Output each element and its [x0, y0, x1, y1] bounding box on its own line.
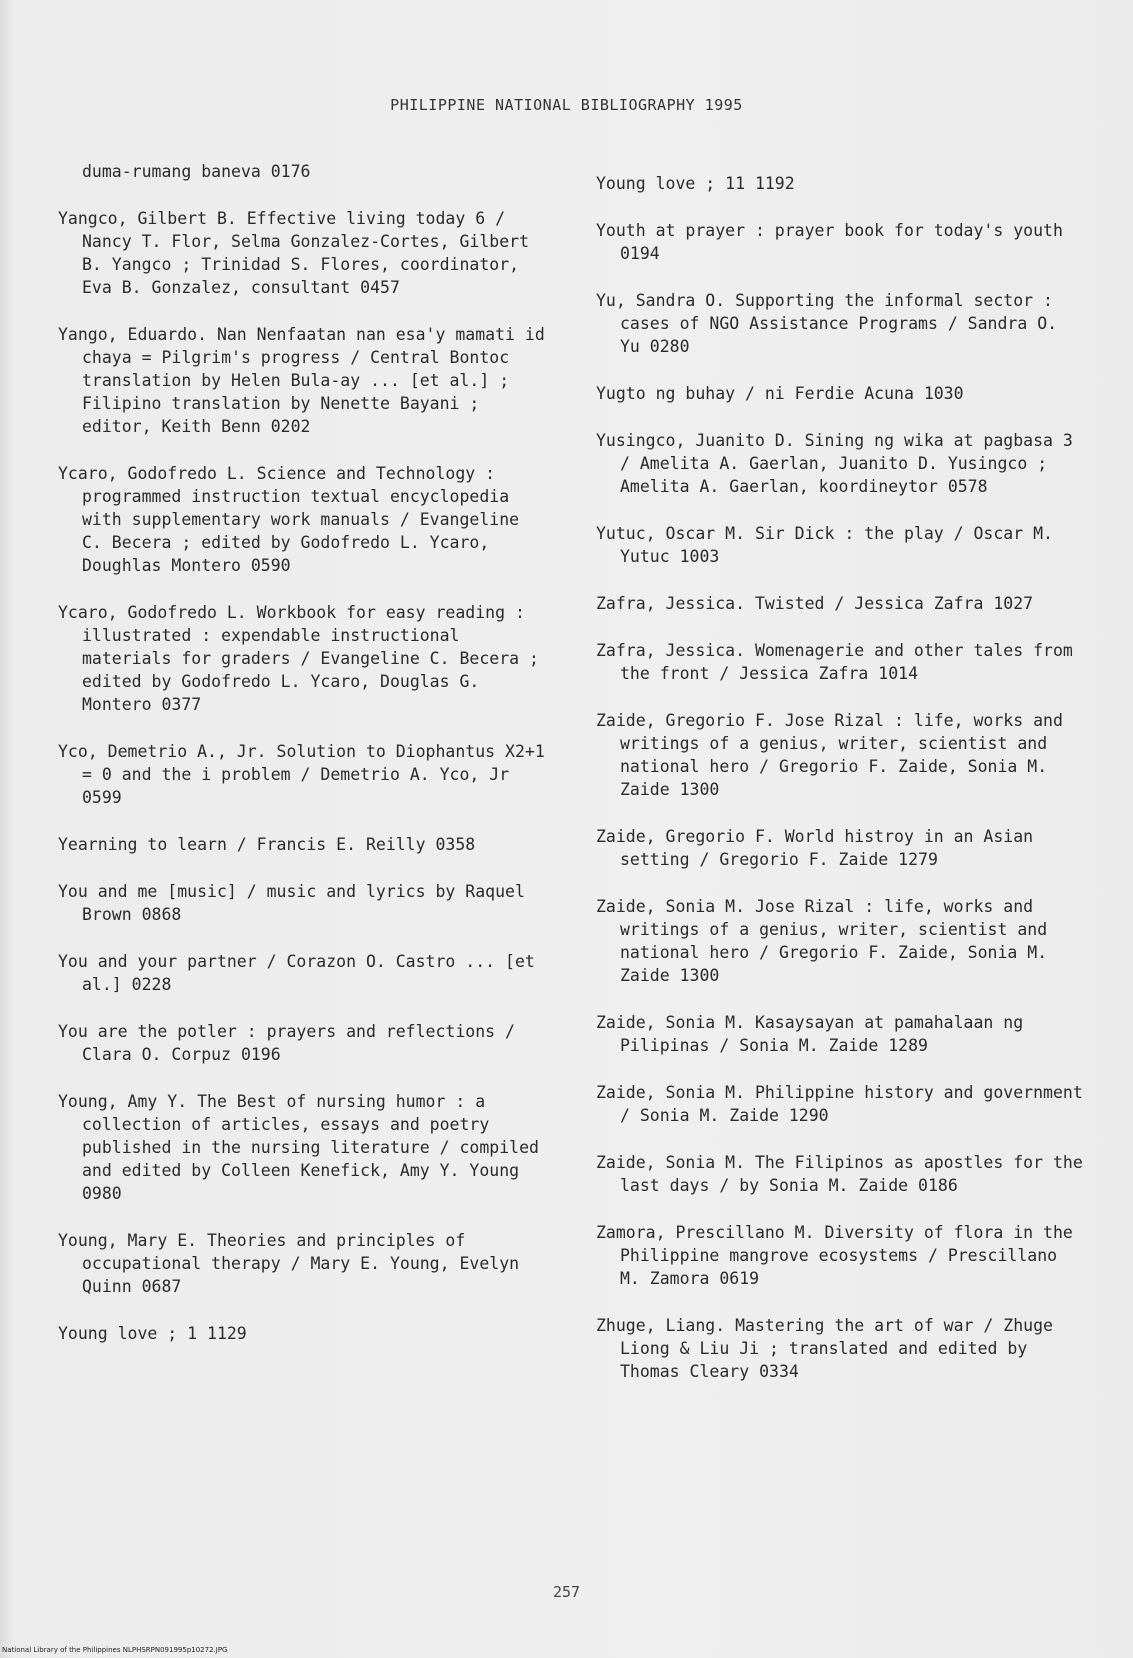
bibliography-entry: You and your partner / Corazon O. Castro ... [et al.] 0228: [58, 952, 545, 994]
bibliography-entry: Yusingco, Juanito D. Sining ng wika at pagbasa 3 / Amelita A. Gaerlan, Juanito D. Yusingco ; Amelita A. Gaerlan, koordineytor 0578: [596, 431, 1083, 496]
bibliography-entry: Yango, Eduardo. Nan Nenfaatan nan esa'y mamati id chaya = Pilgrim's progress / Central Bontoc translation by Helen Bula-ay ... [et al.] ; Filipino translation by Nenette Bayani ; editor, Keith Benn 0202: [58, 325, 555, 436]
bibliography-entry: Zafra, Jessica. Twisted / Jessica Zafra 1027: [596, 594, 1034, 613]
bibliography-entry: Yugto ng buhay / ni Ferdie Acuna 1030: [596, 384, 964, 403]
bibliography-entry: Ycaro, Godofredo L. Workbook for easy reading : illustrated : expendable instructional materials for graders / Evangeline C. Becera ; edited by Godofredo L. Ycaro, Douglas G. Montero 0377: [58, 603, 549, 714]
bibliography-entry: Yearning to learn / Francis E. Reilly 0358: [58, 835, 476, 854]
page-header: PHILIPPINE NATIONAL BIBLIOGRAPHY 1995: [390, 96, 743, 114]
scan-credit: National Library of the Philippines NLPHSRPN091995p10272.JPG: [2, 1646, 228, 1654]
continuation-entry: duma-rumang baneva 0176: [82, 162, 311, 181]
bibliography-entry: Yangco, Gilbert B. Effective living today 6 / Nancy T. Flor, Selma Gonzalez-Cortes, Gilbert B. Yangco ; Trinidad S. Flores, coordinator, Eva B. Gonzalez, consultant 0457: [58, 209, 539, 297]
bibliography-entry: Young love ; 1 1129: [58, 1324, 247, 1343]
bibliography-entry: Zhuge, Liang. Mastering the art of war / Zhuge Liong & Liu Ji ; translated and edited by Thomas Cleary 0334: [596, 1316, 1063, 1381]
bibliography-entry: Young love ; 11 1192: [596, 174, 795, 193]
left-column: [58, 160, 555, 1369]
bibliography-entry: Zaide, Sonia M. Jose Rizal : life, works and writings of a genius, writer, scientist and national hero / Gregorio F. Zaide, Sonia M. Zaide 1300: [596, 897, 1058, 985]
bibliography-entry: Young, Amy Y. The Best of nursing humor : a collection of articles, essays and poetry published in the nursing literature / compiled and edited by Colleen Kenefick, Amy Y. Young 0980: [58, 1092, 549, 1203]
bibliography-entry: Youth at prayer : prayer book for today's youth 0194: [596, 221, 1073, 263]
bibliography-entry: Yco, Demetrio A., Jr. Solution to Diophantus X2+1 = 0 and the i problem / Demetrio A. Yco, Jr 0599: [58, 742, 555, 807]
bibliography-entry: Yu, Sandra O. Supporting the informal sector : cases of NGO Assistance Programs / Sandra O. Yu 0280: [596, 291, 1068, 356]
bibliography-entry: Young, Mary E. Theories and principles of occupational therapy / Mary E. Young, Evelyn Quinn 0687: [58, 1231, 530, 1296]
bibliography-entry: Yutuc, Oscar M. Sir Dick : the play / Oscar M. Yutuc 1003: [596, 524, 1063, 566]
bibliography-entry: Zafra, Jessica. Womenagerie and other tales from the front / Jessica Zafra 1014: [596, 641, 1083, 683]
bibliography-entry: Zaide, Gregorio F. Jose Rizal : life, works and writings of a genius, writer, scientist and national hero / Gregorio F. Zaide, Sonia M. Zaide 1300: [596, 711, 1073, 799]
bibliography-entry: Zaide, Sonia M. Philippine history and government / Sonia M. Zaide 1290: [596, 1083, 1093, 1125]
bibliography-entry: Zamora, Prescillano M. Diversity of flora in the Philippine mangrove ecosystems / Prescillano M. Zamora 0619: [596, 1223, 1083, 1288]
bibliography-entry: Zaide, Gregorio F. World histroy in an Asian setting / Gregorio F. Zaide 1279: [596, 827, 1044, 869]
bibliography-entry: Ycaro, Godofredo L. Science and Technology : programmed instruction textual encyclopedia with supplementary work manuals / Evangeline C. Becera ; edited by Godofredo L. Ycaro, Doughlas Montero 0590: [58, 464, 530, 575]
bibliography-entry: Zaide, Sonia M. Kasaysayan at pamahalaan ng Pilipinas / Sonia M. Zaide 1289: [596, 1013, 1034, 1055]
bibliography-entry: You and me [music] / music and lyrics by Raquel Brown 0868: [58, 882, 535, 924]
page-number: 257: [552, 1583, 581, 1601]
right-column: [596, 172, 1093, 1407]
bibliography-entry: You are the potler : prayers and reflections / Clara O. Corpuz 0196: [58, 1022, 525, 1064]
bibliography-entry: Zaide, Sonia M. The Filipinos as apostles for the last days / by Sonia M. Zaide 0186: [596, 1153, 1093, 1195]
